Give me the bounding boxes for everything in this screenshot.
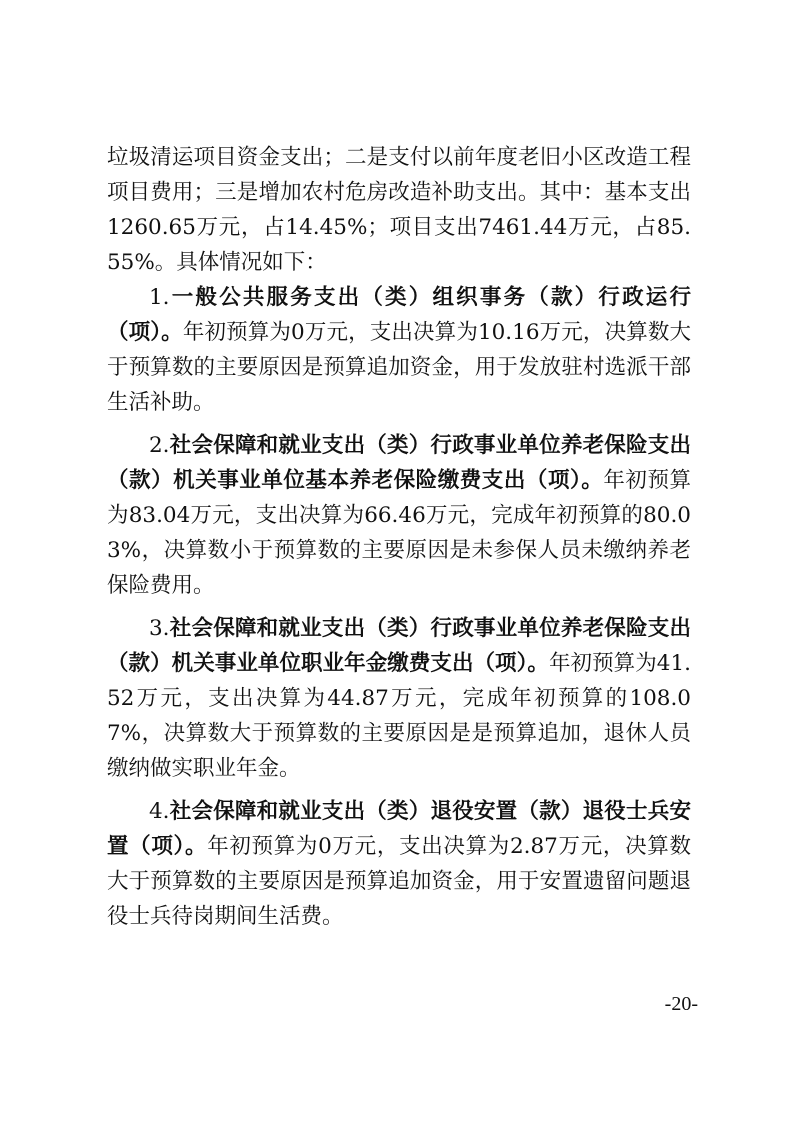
item-heading: 社会保障和就业支出（类）行政事业单位养老保险支出（款）机关事业单位职业年金缴费支出（项）。 (107, 616, 691, 676)
item-number: 3. (149, 616, 170, 641)
item-heading: 社会保障和就业支出（类）退役安置（款）退役士兵安置（项）。 (107, 799, 691, 859)
page-number: -20- (664, 993, 698, 1015)
item-number: 1. (149, 285, 170, 310)
item-number: 2. (149, 433, 170, 458)
item-body: 年初预算为83.04万元，支出决算为66.46万元，完成年初预算的80.03%，决算数小于预算数的主要原因是未参保人员未缴纳养老保险费用。 (107, 468, 691, 598)
body-text (107, 140, 691, 934)
item-body: 年初预算为0万元，支出决算为10.16万元，决算数大于预算数的主要原因是预算追加资金，用于发放驻村选派干部生活补助。 (107, 320, 691, 415)
item-paragraph-2 (107, 428, 691, 603)
intro-paragraph: 垃圾清运项目资金支出；二是支付以前年度老旧小区改造工程项目费用；三是增加农村危房改造补助支出。其中：基本支出1260.65万元，占14.45%；项目支出7461.44万元，占85.55%。具体情况如下： (107, 145, 691, 275)
item-body: 年初预算为0万元，支出决算为2.87万元，决算数大于预算数的主要原因是预算追加资金，用于安置遗留问题退役士兵待岗期间生活费。 (107, 834, 691, 929)
item-number: 4. (149, 799, 170, 824)
item-paragraph-1 (107, 280, 691, 420)
item-heading: 一般公共服务支出（类）组织事务（款）行政运行（项）。 (107, 285, 691, 345)
item-paragraph-4 (107, 794, 691, 934)
item-heading: 社会保障和就业支出（类）行政事业单位养老保险支出（款）机关事业单位基本养老保险缴费支出（项）。 (107, 433, 691, 493)
item-paragraph-3 (107, 611, 691, 786)
item-body: 年初预算为41.52万元，支出决算为44.87万元，完成年初预算的108.07%，决算数大于预算数的主要原因是是预算追加，退休人员缴纳做实职业年金。 (107, 651, 691, 781)
